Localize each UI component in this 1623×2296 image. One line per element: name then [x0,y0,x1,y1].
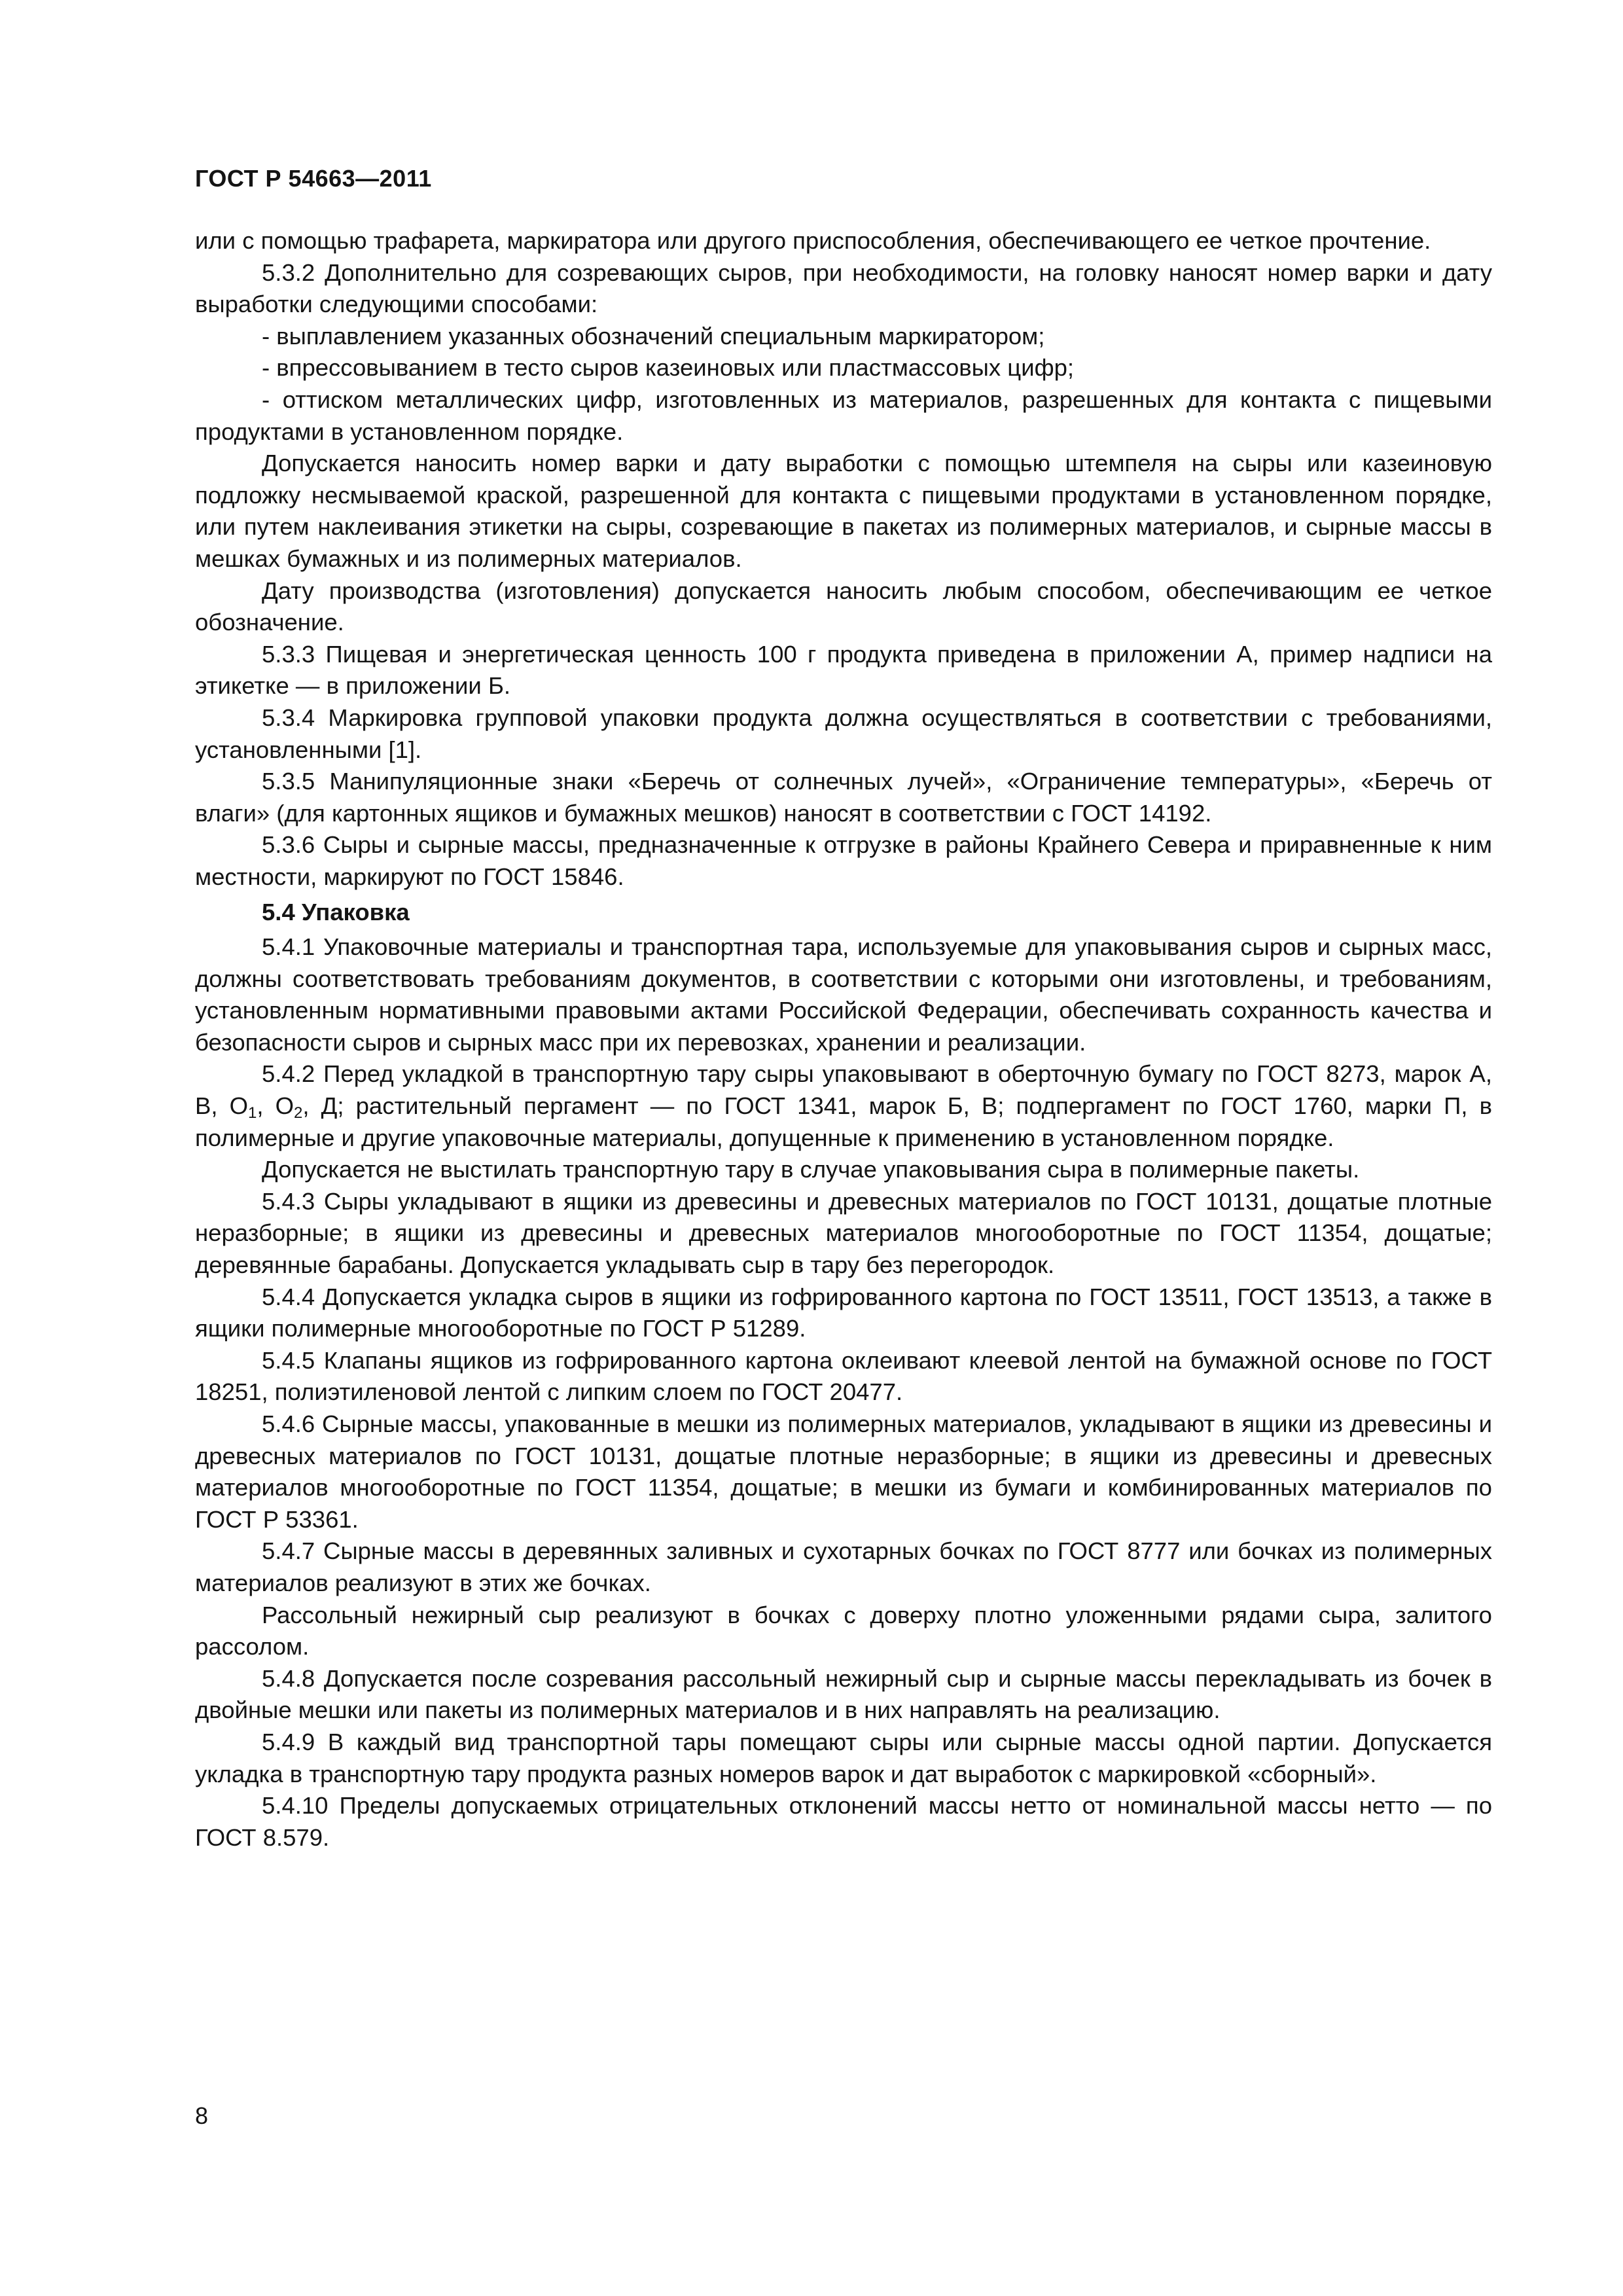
paragraph-5-4-8: 5.4.8 Допускается после созревания рассольный нежирный сыр и сырные массы перекладывать из бочек в двойные мешки или пакеты из полимерных материалов и в них направлять на реализацию. [195,1664,1492,1724]
paragraph-5-4-3: 5.4.3 Сыры укладывают в ящики из древесины и древесных материалов по ГОСТ 10131, дощатые плотные неразборные; в ящики из древесины и древесных материалов многооборотные по ГОСТ 11354, дощатые; деревянные барабаны. Допускается укладывать сыр в тару без перегородок. [195,1187,1492,1278]
list-item: - выплавлением указанных обозначений специальным маркиратором; [262,322,1045,350]
paragraph-5-3-2: 5.3.2 Дополнительно для созревающих сыров, при необходимости, на головку наносят номер варки и дату выработки следующими способами: [195,259,1492,318]
paragraph: или с помощью трафарета, маркиратора или другого приспособления, обеспечивающего ее четкое прочтение. [195,227,1431,254]
list-item: - впрессовыванием в тесто сыров казеиновых или пластмассовых цифр; [262,354,1075,382]
paragraph: Допускается не выстилать транспортную тару в случае упаковывания сыра в полимерные пакеты. [262,1156,1360,1183]
paragraph-5-3-4: 5.3.4 Маркировка групповой упаковки продукта должна осуществляться в соответствии с требованиями, установленными [1]. [195,704,1492,763]
paragraph-5-4-6: 5.4.6 Сырные массы, упакованные в мешки из полимерных материалов, укладывают в ящики из древесины и древесных материалов по ГОСТ 10131, дощатые плотные неразборные; в ящики из древесины и древесных материалов многооборотные по ГОСТ 11354, дощатые; в мешки из бумаги и комбинированных материалов по ГОСТ Р 53361. [195,1410,1492,1533]
text-run: 5.4.2 Перед укладкой в транспортную тару сыры упаковывают в оберточную бумагу по ГОСТ 8273, марок А, В, О [195,1060,1492,1120]
standard-title: ГОСТ Р 54663—2011 [195,165,432,192]
paragraph-5-4-9: 5.4.9 В каждый вид транспортной тары помещают сыры или сырные массы одной партии. Допускается укладка в транспортную тару продукта разных номеров варок и дат выработок с маркировкой «сборный». [195,1728,1492,1787]
page-number: 8 [195,2102,209,2129]
section-heading: 5.4 Упаковка [262,899,410,926]
document-body [195,225,1492,1854]
subscript: 2 [294,1104,303,1122]
paragraph: Допускается наносить номер варки и дату выработки с помощью штемпеля на сыры или казеиновую подложку несмываемой краской, разрешенной для контакта с пищевыми продуктами в установленном порядке, или путем наклеивания этикетки на сыры, созревающие в пакетах из полимерных материалов, и сырные массы в мешках бумажных и из полимерных материалов. [195,450,1492,572]
paragraph-5-4-10: 5.4.10 Пределы допускаемых отрицательных отклонений массы нетто от номинальной массы нетто — по ГОСТ 8.579. [195,1792,1492,1851]
paragraph-5-3-6: 5.3.6 Сыры и сырные массы, предназначенные к отгрузке в районы Крайнего Севера и приравненные к ним местности, маркируют по ГОСТ 15846. [195,831,1492,890]
text-run: , О [257,1092,294,1120]
paragraph-5-4-7: 5.4.7 Сырные массы в деревянных заливных и сухотарных бочках по ГОСТ 8777 или бочках из полимерных материалов реализуют в этих же бочках. [195,1537,1492,1596]
list-item: - оттиском металлических цифр, изготовленных из материалов, разрешенных для контакта с пищевыми продуктами в установленном порядке. [195,386,1492,445]
paragraph-5-4-1: 5.4.1 Упаковочные материалы и транспортная тара, используемые для упаковывания сыров и сырных масс, должны соответствовать требованиям документов, в соответствии с которыми они изготовлены, и требованиям, установленным нормативными правовыми актами Российской Федерации, обеспечивать сохранность качества и безопасности сыров и сырных масс при их перевозках, хранении и реализации. [195,933,1492,1056]
text-run: , Д; растительный пергамент — по ГОСТ 1341, марок Б, В; подпергамент по ГОСТ 1760, марки П, в полимерные и другие упаковочные материалы, допущенные к применению в установленном порядке. [195,1092,1492,1151]
paragraph: Рассольный нежирный сыр реализуют в бочках с доверху плотно уложенными рядами сыра, залитого рассолом. [195,1601,1492,1660]
paragraph-5-3-3: 5.3.3 Пищевая и энергетическая ценность 100 г продукта приведена в приложении А, пример надписи на этикетке — в приложении Б. [195,640,1492,700]
paragraph-5-4-5: 5.4.5 Клапаны ящиков из гофрированного картона оклеивают клеевой лентой на бумажной основе по ГОСТ 18251, полиэтиленовой лентой с липким слоем по ГОСТ 20477. [195,1346,1492,1406]
paragraph: Дату производства (изготовления) допускается наносить любым способом, обеспечивающим ее четкое обозначение. [195,577,1492,636]
paragraph-5-3-5: 5.3.5 Манипуляционные знаки «Беречь от солнечных лучей», «Ограничение температуры», «Беречь от влаги» (для картонных ящиков и бумажных мешков) наносят в соответствии с ГОСТ 14192. [195,768,1492,827]
paragraph-5-4-2 [195,1058,1492,1154]
paragraph-5-4-4: 5.4.4 Допускается укладка сыров в ящики из гофрированного картона по ГОСТ 13511, ГОСТ 13513, а также в ящики полимерные многооборотные по ГОСТ Р 51289. [195,1283,1492,1342]
subscript: 1 [248,1104,257,1122]
